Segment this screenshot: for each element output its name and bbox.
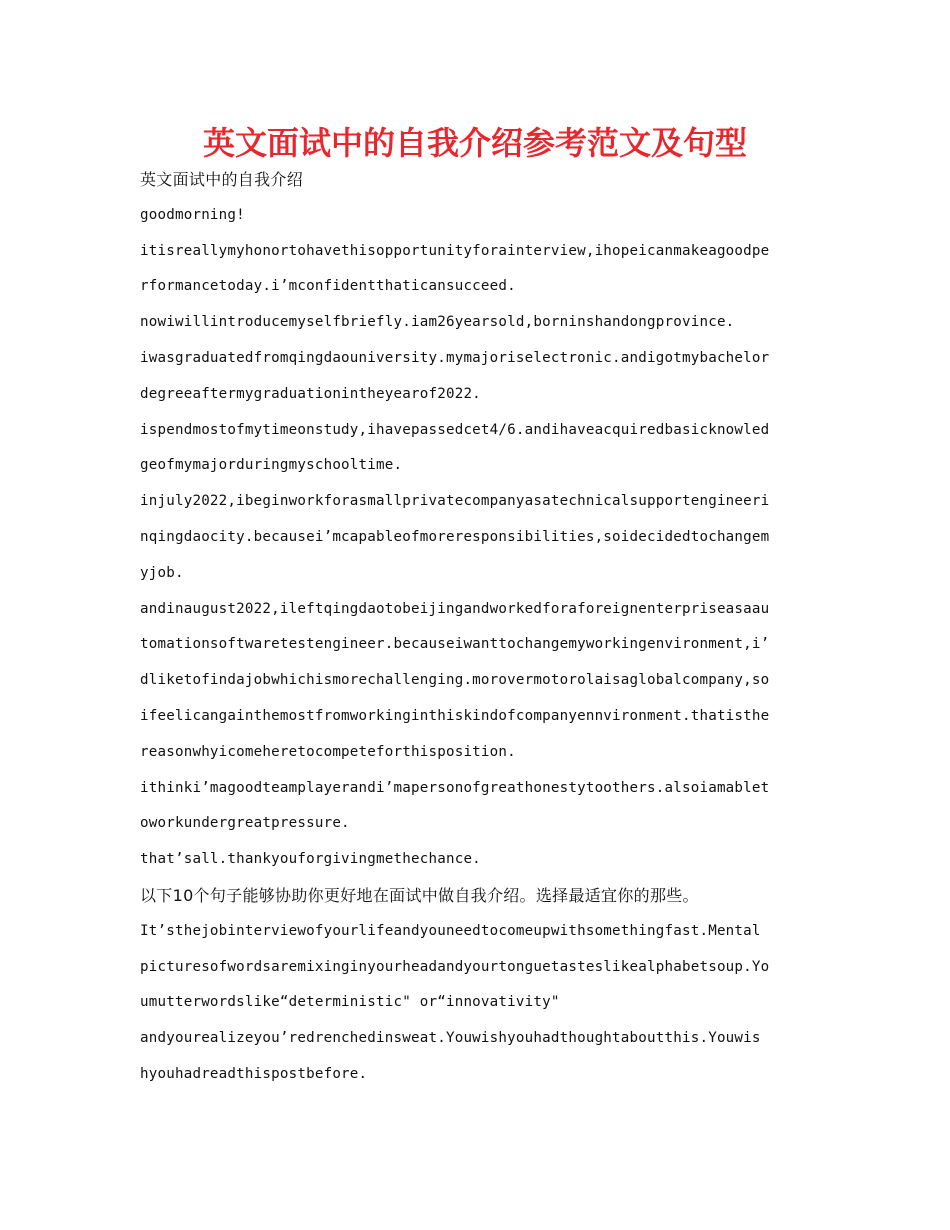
text-line: 以下10个句子能够协助你更好地在面试中做自我介绍。选择最适宜你的那些。	[140, 885, 699, 905]
text-line: itisreallymyhonortohavethisopportunityforainterview,ihopeicanmakeagoodpe	[140, 242, 770, 259]
text-line: reasonwhyicomeheretocompeteforthisposition.	[140, 743, 516, 760]
text-line: hyouhadreadthispostbefore.	[140, 1065, 368, 1082]
text-line: ifeelicangainthemostfromworkinginthiskindofcompanyennvironment.thatisthe	[140, 707, 770, 724]
text-line: geofmymajorduringmyschooltime.	[140, 457, 403, 474]
document-title: 英文面试中的自我介绍参考范文及句型	[202, 124, 747, 162]
text-line: degreeaftermygraduationintheyearof2022.	[140, 385, 481, 402]
text-line: injuly2022,ibeginworkforasmallprivatecompanyasatechnicalsupportengineeri	[140, 493, 770, 510]
text-line: oworkundergreatpressure.	[140, 815, 350, 832]
text-line: andinaugust2022,ileftqingdaotobeijingandworkedforaforeignenterpriseasaau	[140, 600, 770, 617]
text-line: nowiwillintroducemyselfbriefly.iam26yearsold,borninshandongprovince.	[140, 314, 735, 331]
text-line: andyourealizeyou’redrenchedinsweat.Youwishyouhadthoughtaboutthis.Youwis	[140, 1030, 761, 1047]
text-line: umutterwordslike“deterministic" or“innovativity"	[140, 994, 560, 1011]
text-line: ispendmostofmytimeonstudy,ihavepassedcet4/6.andihaveacquiredbasicknowled	[140, 421, 770, 438]
text-line: iwasgraduatedfromqingdaouniversity.mymajoriselectronic.andigotmybachelor	[140, 349, 770, 366]
text-line: rformancetoday.i’mconfidentthaticansucceed.	[140, 278, 516, 295]
text-line: nqingdaocity.becausei’mcapableofmoreresponsibilities,soidecidedtochangem	[140, 528, 770, 545]
text-line: 英文面试中的自我介绍	[140, 170, 304, 189]
text-line: that’sall.thankyouforgivingmethechance.	[140, 851, 481, 868]
text-line: yjob.	[140, 564, 184, 581]
text-line: ithinki’magoodteamplayerandi’mapersonofgreathonestytoothers.alsoiamablet	[140, 779, 770, 796]
text-line: picturesofwordsaremixinginyourheadandyourtonguetasteslikealphabetsoup.Yo	[140, 958, 770, 975]
text-line: goodmorning!	[140, 206, 245, 223]
text-line: It’sthejobinterviewofyourlifeandyouneedtocomeupwithsomethingfast.Mental	[140, 922, 761, 939]
text-line: tomationsoftwaretestengineer.becauseiwanttochangemyworkingenvironment,i’	[140, 636, 770, 653]
text-line: dliketofindajobwhichismorechallenging.morovermotorolaisaglobalcompany,so	[140, 672, 770, 689]
document-body	[140, 162, 815, 1093]
